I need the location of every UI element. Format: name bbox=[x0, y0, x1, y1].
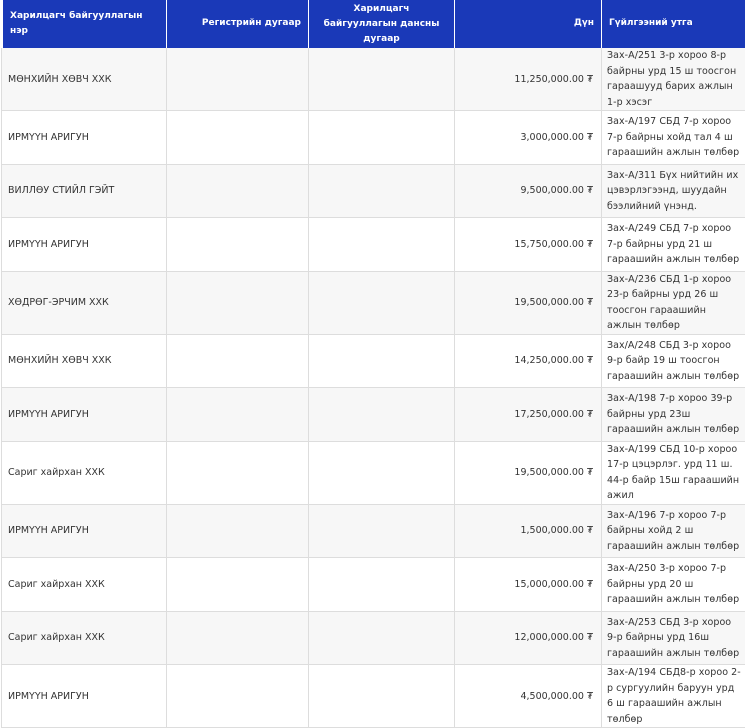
cell-partner: ХӨДРӨГ-ЭРЧИМ ХХК bbox=[2, 271, 167, 334]
header-description[interactable]: Гүйлгээний утга bbox=[602, 0, 745, 48]
header-amount[interactable]: Дүн bbox=[455, 0, 602, 48]
cell-registration bbox=[167, 218, 309, 272]
table-row bbox=[2, 504, 745, 558]
cell-description: Зах-А/194 СБД8-р хороо 2-р сургуулийн баруун урд 6 ш гараашийн ажлын төлбөр bbox=[602, 665, 745, 728]
cell-amount: 11,250,000.00 ₮ bbox=[455, 48, 602, 111]
cell-registration bbox=[167, 665, 309, 728]
cell-partner: Сариг хайрхан ХХК bbox=[2, 441, 167, 504]
header-row bbox=[2, 0, 745, 48]
cell-registration bbox=[167, 558, 309, 612]
cell-amount: 3,000,000.00 ₮ bbox=[455, 111, 602, 165]
cell-amount: 14,250,000.00 ₮ bbox=[455, 334, 602, 388]
cell-partner: Сариг хайрхан ХХК bbox=[2, 558, 167, 612]
cell-account bbox=[309, 48, 455, 111]
cell-partner: ИРМҮҮН АРИГУН bbox=[2, 504, 167, 558]
table-row bbox=[2, 48, 745, 111]
cell-amount: 19,500,000.00 ₮ bbox=[455, 271, 602, 334]
cell-amount: 19,500,000.00 ₮ bbox=[455, 441, 602, 504]
cell-partner: Сариг хайрхан ХХК bbox=[2, 611, 167, 665]
cell-registration bbox=[167, 271, 309, 334]
cell-registration bbox=[167, 611, 309, 665]
cell-account bbox=[309, 665, 455, 728]
table-body bbox=[2, 48, 745, 728]
cell-description: Зах-А/199 СБД 10-р хороо 17-р цэцэрлэг. урд 11 ш. 44-р байр 15ш гараашийн ажил bbox=[602, 441, 745, 504]
cell-amount: 1,500,000.00 ₮ bbox=[455, 504, 602, 558]
cell-partner: ВИЛЛӨУ СТИЙЛ ГЭЙТ bbox=[2, 164, 167, 218]
table-header bbox=[2, 0, 745, 48]
cell-description: Зах-А/197 СБД 7-р хороо 7-р байрны хойд тал 4 ш гараашийн ажлын төлбөр bbox=[602, 111, 745, 165]
cell-description: Зах-А/251 3-р хороо 8-р байрны урд 15 ш тоосгон гараашууд барих ажлын 1-р хэсэг bbox=[602, 48, 745, 111]
cell-description: Зах-А/198 7-р хороо 39-р байрны урд 23ш гараашийн ажлын төлбөр bbox=[602, 388, 745, 442]
cell-account bbox=[309, 164, 455, 218]
cell-registration bbox=[167, 111, 309, 165]
cell-amount: 15,750,000.00 ₮ bbox=[455, 218, 602, 272]
header-registration-no[interactable]: Регистрийн дугаар bbox=[167, 0, 309, 48]
header-partner-name[interactable]: Харилцагч байгууллагын нэр bbox=[2, 0, 167, 48]
cell-account bbox=[309, 334, 455, 388]
cell-description: Зах/А/248 СБД 3-р хороо 9-р байр 19 ш тоосгон гараашийн ажлын төлбөр bbox=[602, 334, 745, 388]
cell-account bbox=[309, 611, 455, 665]
cell-account bbox=[309, 388, 455, 442]
cell-amount: 17,250,000.00 ₮ bbox=[455, 388, 602, 442]
cell-account bbox=[309, 558, 455, 612]
cell-registration bbox=[167, 334, 309, 388]
cell-partner: ИРМҮҮН АРИГУН bbox=[2, 388, 167, 442]
table-row bbox=[2, 111, 745, 165]
cell-account bbox=[309, 441, 455, 504]
cell-partner: ИРМҮҮН АРИГУН bbox=[2, 218, 167, 272]
cell-description: Зах-А/311 Бүх нийтийн их цэвэрлэгээнд, шуудайн бээлийний үнэнд. bbox=[602, 164, 745, 218]
cell-description: Зах-А/196 7-р хороо 7-р байрны хойд 2 ш гараашийн ажлын төлбөр bbox=[602, 504, 745, 558]
table-row bbox=[2, 665, 745, 728]
cell-registration bbox=[167, 48, 309, 111]
cell-account bbox=[309, 218, 455, 272]
cell-account bbox=[309, 111, 455, 165]
table-row bbox=[2, 611, 745, 665]
table-row bbox=[2, 558, 745, 612]
cell-account bbox=[309, 271, 455, 334]
cell-amount: 15,000,000.00 ₮ bbox=[455, 558, 602, 612]
header-account-no[interactable]: Харилцагч байгууллагын дансны дугаар bbox=[309, 0, 455, 48]
table-row bbox=[2, 271, 745, 334]
table-row bbox=[2, 218, 745, 272]
cell-registration bbox=[167, 504, 309, 558]
table-row bbox=[2, 164, 745, 218]
cell-registration bbox=[167, 164, 309, 218]
cell-amount: 9,500,000.00 ₮ bbox=[455, 164, 602, 218]
cell-amount: 4,500,000.00 ₮ bbox=[455, 665, 602, 728]
cell-description: Зах-А/249 СБД 7-р хороо 7-р байрны урд 21 ш гараашийн ажлын төлбөр bbox=[602, 218, 745, 272]
cell-registration bbox=[167, 441, 309, 504]
cell-partner: ИРМҮҮН АРИГУН bbox=[2, 665, 167, 728]
cell-description: Зах-А/236 СБД 1-р хороо 23-р байрны урд 26 ш тоосгон гараашийн ажлын төлбөр bbox=[602, 271, 745, 334]
cell-partner: МӨНХИЙН ХӨВЧ ХХК bbox=[2, 48, 167, 111]
table-row bbox=[2, 388, 745, 442]
cell-description: Зах-А/253 СБД 3-р хороо 9-р байрны урд 16ш гараашийн ажлын төлбөр bbox=[602, 611, 745, 665]
table-row bbox=[2, 334, 745, 388]
cell-account bbox=[309, 504, 455, 558]
cell-amount: 12,000,000.00 ₮ bbox=[455, 611, 602, 665]
table-row bbox=[2, 441, 745, 504]
cell-description: Зах-А/250 3-р хороо 7-р байрны урд 20 ш гараашийн ажлын төлбөр bbox=[602, 558, 745, 612]
cell-partner: МӨНХИЙН ХӨВЧ ХХК bbox=[2, 334, 167, 388]
cell-registration bbox=[167, 388, 309, 442]
cell-partner: ИРМҮҮН АРИГУН bbox=[2, 111, 167, 165]
